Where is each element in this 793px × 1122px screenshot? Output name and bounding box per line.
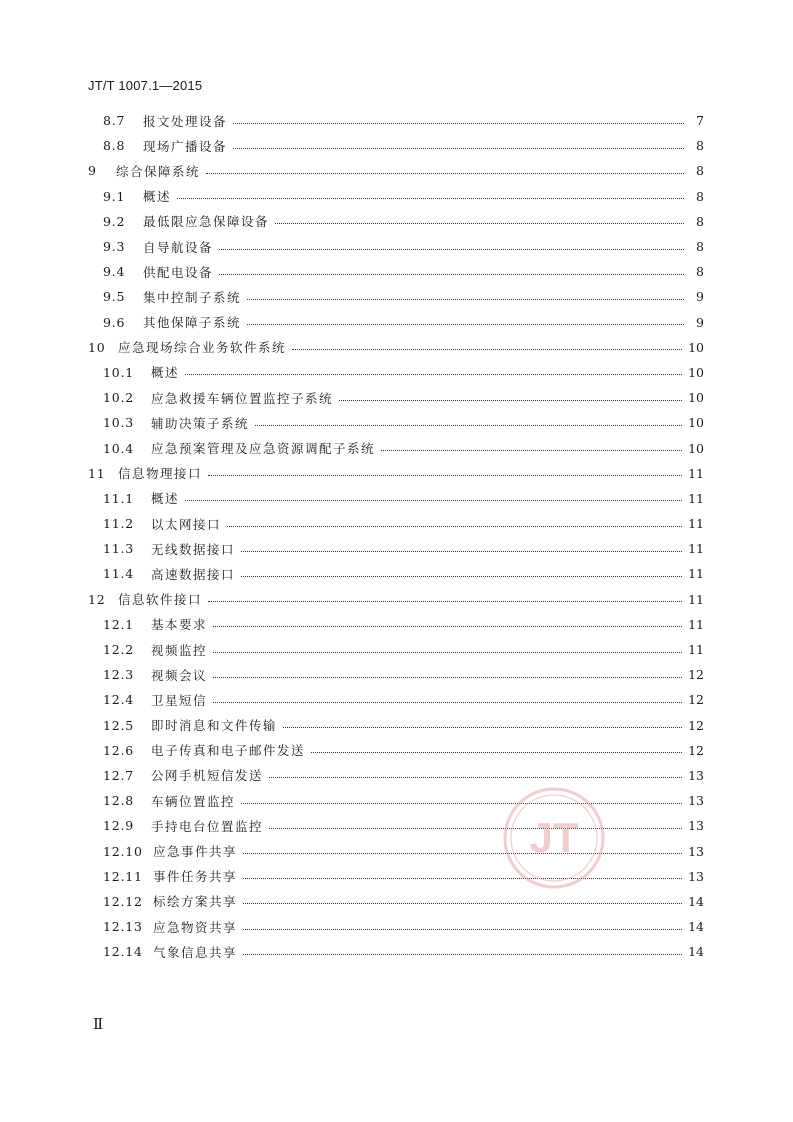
toc-entry-number: 12.13 <box>103 919 143 935</box>
toc-entry-title: 概述 <box>151 491 180 507</box>
toc-entry-page: 13 <box>688 868 704 884</box>
toc-entry-page: 14 <box>688 944 704 960</box>
toc-entry-page: 10 <box>688 390 704 406</box>
toc-entry-number: 10.4 <box>103 440 135 456</box>
toc-dot-leader <box>255 424 682 426</box>
toc-entry[interactable] <box>88 738 704 763</box>
toc-entry-page: 11 <box>688 516 704 532</box>
toc-dot-leader <box>243 852 682 854</box>
toc-entry[interactable] <box>88 385 704 410</box>
toc-entry[interactable] <box>88 511 704 536</box>
toc-dot-leader <box>381 449 682 451</box>
toc-entry-title: 信息软件接口 <box>118 592 203 608</box>
toc-dot-leader <box>241 802 682 804</box>
toc-entry-title: 卫星短信 <box>151 692 208 708</box>
toc-dot-leader <box>206 172 684 174</box>
toc-entry[interactable] <box>88 486 704 511</box>
toc-dot-leader <box>213 676 682 678</box>
toc-entry-title: 集中控制子系统 <box>143 289 242 305</box>
page-number: Ⅱ <box>93 1015 104 1033</box>
toc-entry-page: 12 <box>688 692 704 708</box>
toc-entry-number: 12.2 <box>103 642 135 658</box>
toc-entry[interactable] <box>88 637 704 662</box>
toc-dot-leader <box>311 751 682 753</box>
toc-entry[interactable] <box>88 284 704 309</box>
toc-entry-page: 9 <box>696 289 704 305</box>
toc-dot-leader <box>243 928 682 930</box>
toc-entry[interactable] <box>88 310 704 335</box>
toc-dot-leader <box>208 600 682 602</box>
toc-entry-page: 11 <box>688 490 704 506</box>
toc-entry-number: 12.9 <box>103 818 135 834</box>
toc-entry-title: 供配电设备 <box>143 264 214 280</box>
toc-entry[interactable] <box>88 864 704 889</box>
toc-entry-page: 11 <box>688 541 704 557</box>
toc-entry-title: 应急事件共享 <box>153 844 238 860</box>
toc-dot-leader <box>269 827 682 829</box>
toc-entry-page: 13 <box>688 767 704 783</box>
toc-entry-title: 辅助决策子系统 <box>151 415 250 431</box>
toc-entry[interactable] <box>88 360 704 385</box>
toc-entry-number: 12.1 <box>103 616 135 632</box>
toc-entry[interactable] <box>88 662 704 687</box>
toc-entry[interactable] <box>88 209 704 234</box>
toc-entry-number: 8.7 <box>103 113 126 129</box>
toc-entry-title: 公网手机短信发送 <box>151 768 264 784</box>
toc-entry-page: 12 <box>688 742 704 758</box>
toc-entry[interactable] <box>88 587 704 612</box>
toc-entry[interactable] <box>88 838 704 863</box>
toc-entry-number: 12.4 <box>103 692 135 708</box>
toc-entry[interactable] <box>88 536 704 561</box>
toc-entry-page: 13 <box>688 818 704 834</box>
toc-entry[interactable] <box>88 889 704 914</box>
toc-entry-title: 事件任务共享 <box>153 869 238 885</box>
toc-dot-leader <box>185 499 682 501</box>
toc-entry-number: 9 <box>88 163 97 179</box>
toc-entry-number: 11.4 <box>103 566 135 582</box>
table-of-contents <box>88 108 704 964</box>
toc-entry-number: 10.2 <box>103 390 135 406</box>
toc-entry-title: 车辆位置监控 <box>151 793 236 809</box>
toc-entry-page: 11 <box>688 616 704 632</box>
toc-entry-number: 11.1 <box>103 490 135 506</box>
toc-entry-page: 8 <box>696 213 704 229</box>
toc-entry-page: 8 <box>696 138 704 154</box>
toc-dot-leader <box>241 575 682 577</box>
toc-entry-number: 12.3 <box>103 667 135 683</box>
toc-dot-leader <box>177 197 684 199</box>
toc-entry-number: 12.12 <box>103 893 143 909</box>
toc-entry[interactable] <box>88 108 704 133</box>
toc-entry-title: 基本要求 <box>151 617 208 633</box>
toc-entry-number: 12.5 <box>103 717 135 733</box>
toc-entry-page: 12 <box>688 667 704 683</box>
toc-dot-leader <box>292 348 682 350</box>
toc-dot-leader <box>208 474 682 476</box>
toc-entry[interactable] <box>88 914 704 939</box>
toc-entry-number: 9.1 <box>103 188 126 204</box>
toc-entry-title: 最低限应急保障设备 <box>143 214 270 230</box>
toc-entry-number: 9.2 <box>103 213 126 229</box>
toc-entry-number: 12 <box>88 591 106 607</box>
toc-entry-number: 12.14 <box>103 944 143 960</box>
toc-dot-leader <box>247 298 684 300</box>
toc-dot-leader <box>247 323 684 325</box>
toc-entry-number: 10.3 <box>103 415 135 431</box>
toc-entry-page: 7 <box>696 113 704 129</box>
toc-entry[interactable] <box>88 158 704 183</box>
toc-entry-title: 自导航设备 <box>143 239 214 255</box>
toc-entry[interactable] <box>88 184 704 209</box>
toc-entry-title: 气象信息共享 <box>153 944 238 960</box>
toc-entry[interactable] <box>88 410 704 435</box>
toc-entry-number: 12.7 <box>103 767 135 783</box>
toc-dot-leader <box>219 273 684 275</box>
toc-entry-page: 8 <box>696 163 704 179</box>
toc-entry[interactable] <box>88 713 704 738</box>
toc-entry[interactable] <box>88 435 704 460</box>
toc-entry[interactable] <box>88 612 704 637</box>
toc-entry-title: 现场广播设备 <box>143 138 228 154</box>
toc-entry-title: 以太网接口 <box>151 516 222 532</box>
toc-entry-title: 应急救援车辆位置监控子系统 <box>151 390 334 406</box>
toc-entry[interactable] <box>88 763 704 788</box>
toc-entry-title: 标绘方案共享 <box>153 894 238 910</box>
toc-entry-title: 应急预案管理及应急资源调配子系统 <box>151 441 376 457</box>
toc-dot-leader <box>243 953 682 955</box>
toc-entry-number: 9.5 <box>103 289 126 305</box>
toc-entry-number: 9.3 <box>103 239 126 255</box>
toc-entry-title: 手持电台位置监控 <box>151 818 264 834</box>
toc-entry-title: 高速数据接口 <box>151 566 236 582</box>
toc-entry-title: 综合保障系统 <box>116 163 201 179</box>
toc-entry[interactable] <box>88 335 704 360</box>
toc-entry-number: 9.4 <box>103 264 126 280</box>
document-code-header: JT/T 1007.1—2015 <box>88 78 203 93</box>
toc-entry-number: 9.6 <box>103 314 126 330</box>
toc-entry-page: 14 <box>688 919 704 935</box>
toc-entry-number: 12.10 <box>103 843 143 859</box>
toc-entry-number: 11 <box>88 465 106 481</box>
toc-entry-number: 10 <box>88 339 106 355</box>
toc-entry[interactable] <box>88 133 704 158</box>
toc-dot-leader <box>233 147 684 149</box>
toc-entry[interactable] <box>88 561 704 586</box>
toc-entry[interactable] <box>88 259 704 284</box>
toc-entry-title: 其他保障子系统 <box>143 315 242 331</box>
toc-dot-leader <box>241 550 682 552</box>
toc-entry-number: 12.11 <box>103 868 143 884</box>
toc-entry-title: 应急物资共享 <box>153 919 238 935</box>
toc-dot-leader <box>283 726 682 728</box>
toc-dot-leader <box>243 902 682 904</box>
toc-entry-title: 应急现场综合业务软件系统 <box>118 340 287 356</box>
toc-entry-title: 视频会议 <box>151 667 208 683</box>
toc-dot-leader <box>233 122 684 124</box>
toc-dot-leader <box>227 525 682 527</box>
toc-entry-page: 9 <box>696 314 704 330</box>
toc-entry[interactable] <box>88 687 704 712</box>
toc-entry-title: 无线数据接口 <box>151 541 236 557</box>
jt-seal-watermark <box>502 786 606 890</box>
toc-entry-title: 电子传真和电子邮件发送 <box>151 743 306 759</box>
toc-dot-leader <box>275 222 684 224</box>
toc-entry-title: 概述 <box>143 189 172 205</box>
toc-entry-page: 13 <box>688 843 704 859</box>
toc-entry[interactable] <box>88 788 704 813</box>
toc-entry-page: 10 <box>688 364 704 380</box>
toc-dot-leader <box>269 776 682 778</box>
toc-entry-page: 10 <box>688 339 704 355</box>
toc-entry-page: 11 <box>688 642 704 658</box>
toc-dot-leader <box>213 701 682 703</box>
toc-entry-page: 12 <box>688 717 704 733</box>
toc-entry-number: 12.8 <box>103 793 135 809</box>
toc-entry-number: 12.6 <box>103 742 135 758</box>
toc-entry-page: 8 <box>696 264 704 280</box>
toc-entry-page: 11 <box>688 465 704 481</box>
toc-entry-title: 信息物理接口 <box>118 466 203 482</box>
toc-entry-page: 10 <box>688 415 704 431</box>
toc-entry-page: 10 <box>688 440 704 456</box>
toc-entry-page: 8 <box>696 239 704 255</box>
toc-entry-title: 视频监控 <box>151 642 208 658</box>
toc-entry-number: 8.8 <box>103 138 126 154</box>
toc-entry-title: 报文处理设备 <box>143 113 228 129</box>
toc-entry[interactable] <box>88 234 704 259</box>
watermark-text: JT <box>529 814 579 861</box>
toc-entry[interactable] <box>88 461 704 486</box>
toc-dot-leader <box>185 373 682 375</box>
toc-dot-leader <box>339 399 682 401</box>
toc-entry-title: 概述 <box>151 365 180 381</box>
toc-entry-page: 11 <box>688 591 704 607</box>
toc-entry-number: 11.3 <box>103 541 135 557</box>
toc-dot-leader <box>213 651 682 653</box>
toc-entry-page: 11 <box>688 566 704 582</box>
toc-entry-page: 13 <box>688 793 704 809</box>
toc-entry-number: 11.2 <box>103 516 135 532</box>
toc-dot-leader <box>243 877 682 879</box>
toc-dot-leader <box>219 248 684 250</box>
toc-entry-page: 8 <box>696 188 704 204</box>
toc-entry[interactable] <box>88 813 704 838</box>
toc-entry-title: 即时消息和文件传输 <box>151 718 278 734</box>
toc-dot-leader <box>213 625 682 627</box>
toc-entry-page: 14 <box>688 893 704 909</box>
toc-entry-number: 10.1 <box>103 364 135 380</box>
toc-entry[interactable] <box>88 939 704 964</box>
